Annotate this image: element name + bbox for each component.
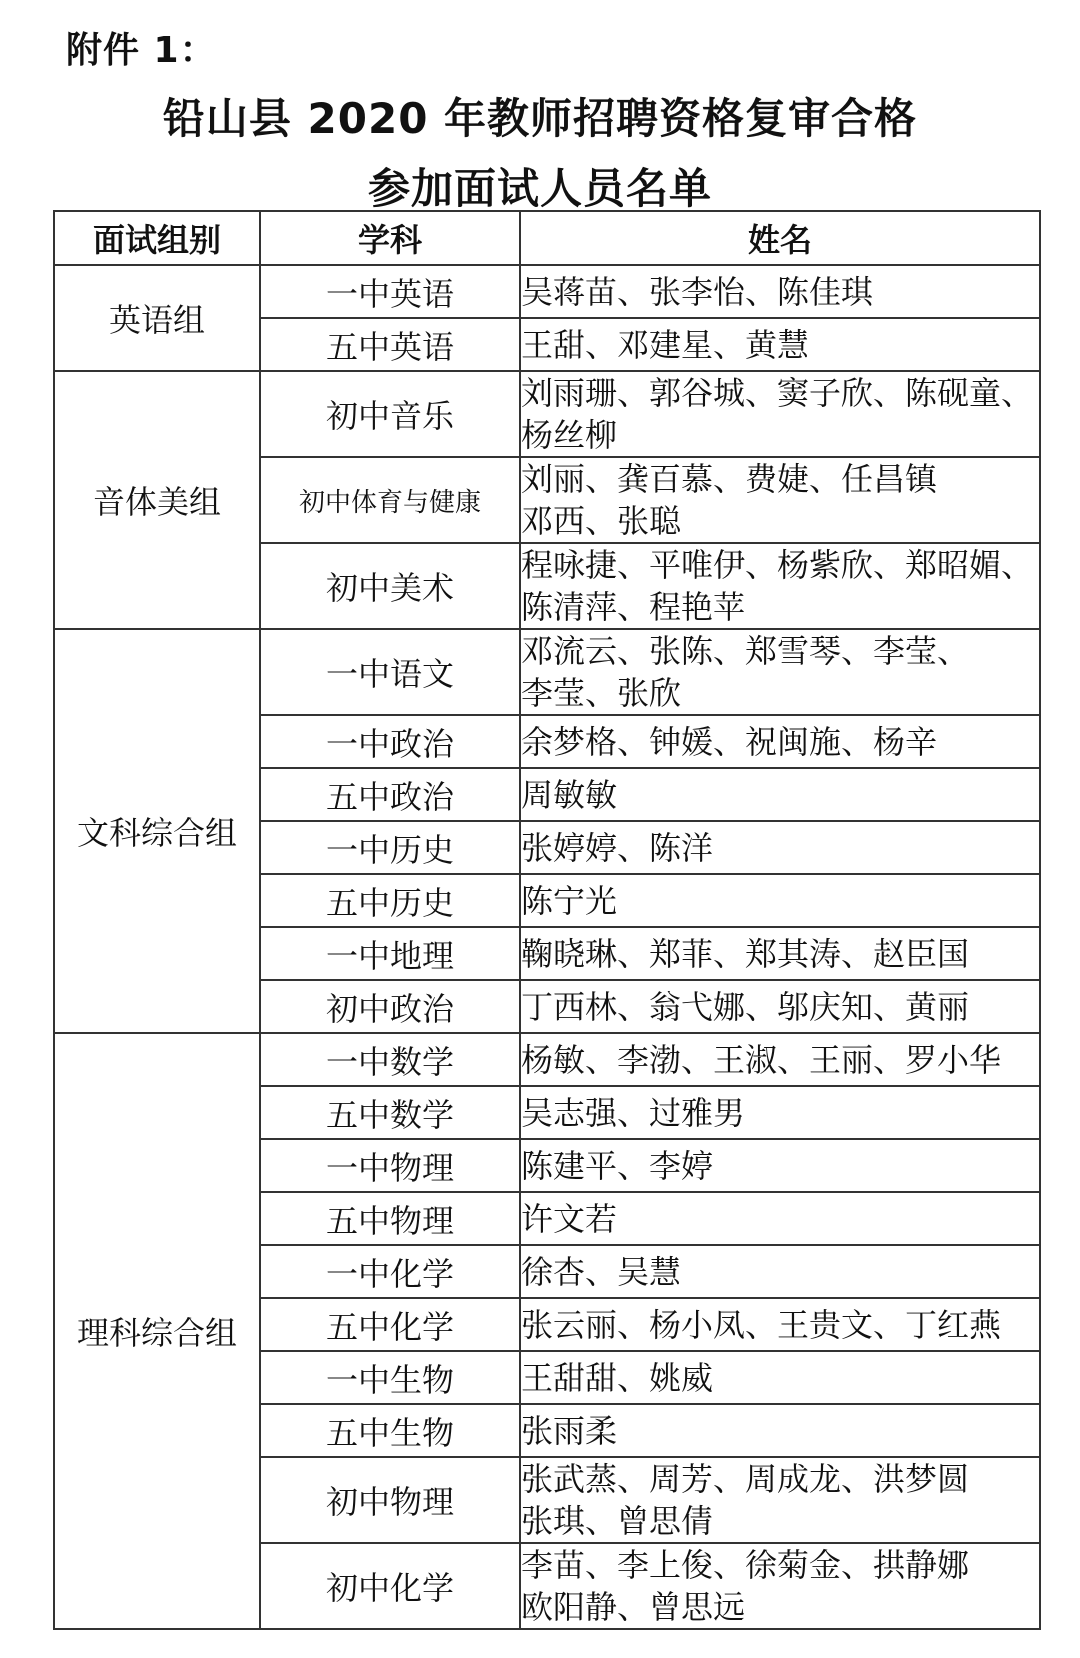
table-row xyxy=(54,371,1040,457)
subject-cell: 初中物理 xyxy=(260,1457,520,1543)
subject-cell: 一中历史 xyxy=(260,821,520,874)
subject-cell: 一中数学 xyxy=(260,1033,520,1086)
header-subject: 学科 xyxy=(260,211,520,265)
group-cell-english: 英语组 xyxy=(54,265,260,371)
names-cell: 余梦格、钟媛、祝闽施、杨辛 xyxy=(520,715,1040,768)
subject-cell: 一中语文 xyxy=(260,629,520,715)
subject-cell: 一中生物 xyxy=(260,1351,520,1404)
names-cell: 周敏敏 xyxy=(520,768,1040,821)
table-header-row xyxy=(54,211,1040,265)
names-cell: 张雨柔 xyxy=(520,1404,1040,1457)
names-cell: 张武蒸、周芳、周成龙、洪梦圆 张琪、曾思倩 xyxy=(520,1457,1040,1543)
names-cell: 杨敏、李渤、王淑、王丽、罗小华 xyxy=(520,1033,1040,1086)
names-cell: 张婷婷、陈洋 xyxy=(520,821,1040,874)
group-cell-sciences: 理科综合组 xyxy=(54,1033,260,1629)
names-cell: 徐杏、吴慧 xyxy=(520,1245,1040,1298)
subject-cell: 一中物理 xyxy=(260,1139,520,1192)
document-subtitle: 参加面试人员名单 xyxy=(367,164,712,213)
table-row xyxy=(54,265,1040,318)
subject-cell: 五中政治 xyxy=(260,768,520,821)
subject-cell: 五中物理 xyxy=(260,1192,520,1245)
group-cell-liberal-arts: 文科综合组 xyxy=(54,629,260,1033)
names-cell: 程咏捷、平唯伊、杨紫欣、郑昭媚、 陈清萍、程艳苹 xyxy=(520,543,1040,629)
names-cell: 吴志强、过雅男 xyxy=(520,1086,1040,1139)
document-title: 铅山县 2020 年教师招聘资格复审合格 xyxy=(162,94,918,143)
subject-cell: 初中音乐 xyxy=(260,371,520,457)
names-cell: 鞠晓琳、郑菲、郑其涛、赵臣国 xyxy=(520,927,1040,980)
subject-cell: 五中历史 xyxy=(260,874,520,927)
subject-cell: 初中体育与健康 xyxy=(260,457,520,543)
subject-cell: 一中政治 xyxy=(260,715,520,768)
subject-cell: 初中美术 xyxy=(260,543,520,629)
subject-cell: 一中化学 xyxy=(260,1245,520,1298)
subject-cell: 初中政治 xyxy=(260,980,520,1033)
names-cell: 张云丽、杨小凤、王贵文、丁红燕 xyxy=(520,1298,1040,1351)
subject-cell: 五中英语 xyxy=(260,318,520,371)
names-cell: 许文若 xyxy=(520,1192,1040,1245)
subject-cell: 五中化学 xyxy=(260,1298,520,1351)
names-cell: 王甜甜、姚威 xyxy=(520,1351,1040,1404)
table-row xyxy=(54,629,1040,715)
names-cell: 丁西林、翁弋娜、邬庆知、黄丽 xyxy=(520,980,1040,1033)
names-cell: 陈宁光 xyxy=(520,874,1040,927)
names-cell: 李苗、李上俊、徐菊金、拱静娜 欧阳静、曾思远 xyxy=(520,1543,1040,1629)
table-row xyxy=(54,1033,1040,1086)
names-cell: 刘丽、龚百慕、费婕、任昌镇 邓西、张聪 xyxy=(520,457,1040,543)
subject-cell: 一中地理 xyxy=(260,927,520,980)
names-cell: 吴蒋苗、张李怡、陈佳琪 xyxy=(520,265,1040,318)
names-cell: 刘雨珊、郭谷城、窦子欣、陈砚童、 杨丝柳 xyxy=(520,371,1040,457)
subject-cell: 五中数学 xyxy=(260,1086,520,1139)
header-group: 面试组别 xyxy=(54,211,260,265)
subject-cell: 一中英语 xyxy=(260,265,520,318)
subject-cell: 初中化学 xyxy=(260,1543,520,1629)
names-cell: 陈建平、李婷 xyxy=(520,1139,1040,1192)
names-cell: 王甜、邓建星、黄慧 xyxy=(520,318,1040,371)
names-cell: 邓流云、张陈、郑雪琴、李莹、 李莹、张欣 xyxy=(520,629,1040,715)
attachment-label: 附件 1： xyxy=(66,30,217,71)
interview-roster-table xyxy=(53,210,1041,1630)
subject-cell: 五中生物 xyxy=(260,1404,520,1457)
group-cell-arts-sports: 音体美组 xyxy=(54,371,260,629)
header-names: 姓名 xyxy=(520,211,1040,265)
